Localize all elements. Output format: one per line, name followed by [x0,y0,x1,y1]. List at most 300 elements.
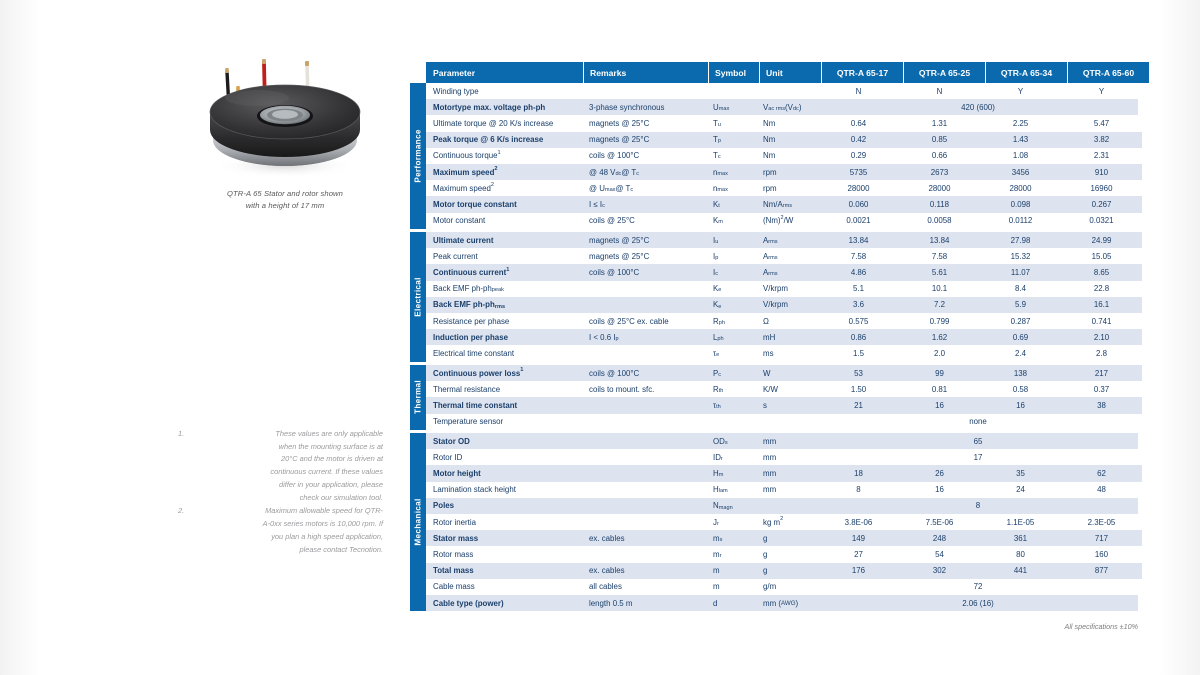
cell-value-model-2: 0.85 [899,132,980,148]
section-tab-strip [410,232,426,248]
cell-value-model-1: 28000 [818,180,899,196]
cell-value-model-3: 138 [980,365,1061,381]
cell-value-model-2: 1.31 [899,115,980,131]
cell-value-model-2: 2.0 [899,345,980,361]
section-tab-strip [410,579,426,595]
cell-remarks: magnets @ 25°C [583,248,707,264]
table-row [410,213,1138,229]
cell-value-model-1: N [818,83,899,99]
cell-remarks [583,433,707,449]
cell-value-model-4: 3.82 [1061,132,1142,148]
cell-remarks [583,345,707,361]
table-row [410,514,1138,530]
cell-symbol: m [707,563,757,579]
cell-remarks: 3-phase synchronous [583,99,707,115]
table-section-mechanical [410,433,1138,611]
section-tab-strip [410,213,426,229]
table-row [410,281,1138,297]
cell-parameter: Continuous current $^1$ [426,264,583,280]
cell-value-model-4: 62 [1061,465,1142,481]
cell-value-model-2: 1.62 [899,329,980,345]
cell-symbol [707,83,757,99]
cell-value-model-1: 21 [818,397,899,413]
cell-value-model-1: 7.58 [818,248,899,264]
table-row [410,365,1138,381]
cell-value-model-2: 16 [899,482,980,498]
cell-parameter: Motor torque constant [426,196,583,212]
column-header-unit: Unit [760,62,822,83]
cell-unit: mH [757,329,818,345]
cell-remarks [583,297,707,313]
cell-unit: A $_{rms}$ [757,232,818,248]
cell-symbol: K $_e$ [707,281,757,297]
section-label-thermal: Thermal [413,380,423,415]
section-label-electrical: Electrical [413,277,423,317]
cell-unit: A $_{rms}$ [757,248,818,264]
cell-value-model-3: 1.1E-05 [980,514,1061,530]
cell-value-model-3: Y [980,83,1061,99]
table-header-row [410,62,1138,83]
cell-parameter: Stator OD [426,433,583,449]
footnote-line: A-0xx series motors is 10,000 rpm. If [262,519,383,529]
section-label-mechanical: Mechanical [413,498,423,546]
cell-value-model-3: 35 [980,465,1061,481]
table-row [410,498,1138,514]
cell-unit: (Nm) $^2$ /W [757,213,818,229]
cell-value-model-3: 0.098 [980,196,1061,212]
section-tab-strip [410,99,426,115]
cell-value-spanning: 65 [818,433,1138,449]
cell-remarks [583,281,707,297]
cell-parameter: Maximum speed $^2$ [426,164,583,180]
cell-remarks: magnets @ 25°C [583,232,707,248]
cell-value-model-4: 48 [1061,482,1142,498]
cell-value-model-4: 2.3E-05 [1061,514,1142,530]
cell-value-spanning: 17 [818,449,1138,465]
table-row [410,345,1138,361]
cell-unit: mm [757,449,818,465]
table-row [410,381,1138,397]
column-header-model-1: QTR-A 65-17 [822,62,904,83]
table-row [410,83,1138,99]
cell-remarks: ex. cables [583,530,707,546]
cell-symbol: m [707,579,757,595]
footnote-number: 1. [178,429,185,438]
cell-symbol: R $_{th}$ [707,381,757,397]
cell-symbol: J $_r$ [707,514,757,530]
cell-symbol: n $_{max}$ [707,164,757,180]
cell-value-model-3: 1.08 [980,148,1061,164]
cell-value-model-2: 54 [899,546,980,562]
cell-remarks: I ≤ I $_c$ [583,196,707,212]
cell-value-model-2: 13.84 [899,232,980,248]
cell-remarks: magnets @ 25°C [583,115,707,131]
cell-value-model-3: 28000 [980,180,1061,196]
section-tab-strip [410,365,426,381]
photo-caption-line2: with a height of 17 mm [245,200,325,210]
column-header-remarks: Remarks [584,62,709,83]
section-tab-strip [410,329,426,345]
cell-symbol: I $_u$ [707,232,757,248]
cell-symbol [707,414,757,430]
cell-value-model-3: 16 [980,397,1061,413]
cell-unit: V/krpm [757,297,818,313]
cell-unit: V $_{ac rms}$ (V $_{dc}$ ) [757,99,818,115]
footnote-item [178,505,383,556]
cell-unit: mm [757,433,818,449]
cell-symbol: R $_{ph}$ [707,313,757,329]
cell-value-model-1: 176 [818,563,899,579]
footnote-text [189,505,383,556]
table-row [410,297,1138,313]
table-row [410,546,1138,562]
cell-symbol: T $_c$ [707,148,757,164]
cell-value-model-4: 217 [1061,365,1142,381]
cell-unit: Ω [757,313,818,329]
cell-parameter: Back EMF ph-ph $_{rms}$ [426,297,583,313]
cell-symbol: N $_{magn}$ [707,498,757,514]
section-tab-strip [410,595,426,611]
cell-symbol: U $_{max}$ [707,99,757,115]
column-header-symbol: Symbol [709,62,760,83]
cell-unit: g [757,530,818,546]
cell-value-model-2: 99 [899,365,980,381]
cell-value-model-2: 7.58 [899,248,980,264]
cell-unit: rpm [757,164,818,180]
cell-remarks [583,414,707,430]
cell-value-model-3: 27.98 [980,232,1061,248]
cell-value-model-4: 0.0321 [1061,213,1142,229]
cell-unit: mm [757,465,818,481]
cell-value-model-2: 2673 [899,164,980,180]
footnote-line: when the mounting surface is at [278,441,383,451]
cell-value-model-3: 15.32 [980,248,1061,264]
cell-symbol: OD $_s$ [707,433,757,449]
section-tab-strip [410,449,426,465]
cell-value-model-2: 26 [899,465,980,481]
cell-unit: A $_{rms}$ [757,264,818,280]
cell-value-model-1: 0.64 [818,115,899,131]
cell-symbol: L $_{ph}$ [707,329,757,345]
footnote-line: Maximum allowable speed for QTR- [265,506,383,516]
footnote-line: 20°C and the motor is driven at [281,454,383,464]
cell-symbol: ID $_r$ [707,449,757,465]
cell-parameter: Resistance per phase [426,313,583,329]
footnote-line: continuous current. If these values [270,467,383,477]
cell-remarks: coils @ 25°C [583,213,707,229]
cell-value-model-3: 0.287 [980,313,1061,329]
cell-value-spanning: 420 (600) [818,99,1138,115]
cell-value-model-2: 7.5E-06 [899,514,980,530]
cell-symbol: m $_r$ [707,546,757,562]
cell-remarks: all cables [583,579,707,595]
cell-symbol: I $_c$ [707,264,757,280]
table-section-performance [410,83,1138,229]
cell-value-model-2: 28000 [899,180,980,196]
cell-remarks [583,449,707,465]
cell-remarks: I < 0.6 I $_p$ [583,329,707,345]
cell-value-model-4: 16.1 [1061,297,1142,313]
cell-remarks [583,465,707,481]
cell-unit [757,414,818,430]
cell-unit: K/W [757,381,818,397]
specifications-table [410,62,1138,611]
left-column [170,50,400,554]
cell-parameter: Lamination stack height [426,482,583,498]
cell-parameter: Total mass [426,563,583,579]
cell-value-model-1: 0.29 [818,148,899,164]
cell-value-model-4: 910 [1061,164,1142,180]
footnote-line: differ in your application, please [279,479,383,489]
cell-value-model-4: 0.741 [1061,313,1142,329]
photo-caption [170,188,400,212]
cell-value-spanning: 2.06 (16) [818,595,1138,611]
cell-value-model-4: 22.8 [1061,281,1142,297]
table-row [410,196,1138,212]
footnote-line: These values are only applicable [275,429,383,438]
section-tab-strip [410,83,426,99]
cell-value-model-2: 0.118 [899,196,980,212]
table-row [410,329,1138,345]
cell-parameter: Thermal time constant [426,397,583,413]
cell-remarks: magnets @ 25°C [583,132,707,148]
cell-value-model-3: 5.9 [980,297,1061,313]
footnote-line: check our simulation tool. [299,492,383,502]
motor-product-photo [185,50,385,180]
footnote-text [189,428,383,504]
cell-value-model-4: 717 [1061,530,1142,546]
table-row [410,449,1138,465]
cell-parameter: Temperature sensor [426,414,583,430]
table-row [410,248,1138,264]
header-tab-spacer [410,62,426,83]
section-tab-strip [410,248,426,264]
cell-value-model-2: 0.799 [899,313,980,329]
cell-remarks: ex. cables [583,563,707,579]
cell-value-model-1: 1.50 [818,381,899,397]
cell-unit: s [757,397,818,413]
cell-symbol: H $_{lam}$ [707,482,757,498]
cell-unit [757,498,818,514]
cell-value-model-1: 27 [818,546,899,562]
cell-unit: rpm [757,180,818,196]
photo-caption-line1: QTR-A 65 Stator and rotor shown [227,189,343,198]
cell-parameter: Poles [426,498,583,514]
cell-unit: W [757,365,818,381]
cell-unit: mm ( AWG ) [757,595,818,611]
cell-parameter: Back EMF ph-ph $_{peak}$ [426,281,583,297]
section-tab-strip [410,345,426,361]
section-tab-strip [410,465,426,481]
cell-value-model-3: 80 [980,546,1061,562]
specification-tolerance-note: All specifications ±10% [1064,622,1138,631]
column-header-model-3: QTR-A 65-34 [986,62,1068,83]
cell-value-spanning: 72 [818,579,1138,595]
cell-value-model-3: 11.07 [980,264,1061,280]
table-row [410,433,1138,449]
cell-value-model-1: 149 [818,530,899,546]
cell-value-model-2: 10.1 [899,281,980,297]
section-tab-strip [410,563,426,579]
cell-symbol: d [707,595,757,611]
cell-value-model-4: 38 [1061,397,1142,413]
cell-parameter: Rotor mass [426,546,583,562]
cell-remarks [583,83,707,99]
cell-parameter: Induction per phase [426,329,583,345]
table-section-thermal [410,365,1138,430]
cell-parameter: Electrical time constant [426,345,583,361]
footnote-line: please contact Tecnotion. [299,544,383,554]
column-header-parameter: Parameter [426,62,584,83]
cell-remarks [583,397,707,413]
section-tab-strip [410,196,426,212]
table-row [410,530,1138,546]
cell-value-model-1: 0.86 [818,329,899,345]
cell-value-model-1: 3.8E-06 [818,514,899,530]
cell-parameter: Continuous torque $^1$ [426,148,583,164]
cell-unit: Nm [757,115,818,131]
cell-value-model-3: 441 [980,563,1061,579]
cell-remarks: @ U $_{max}$ @ T $_c$ [583,180,707,196]
cell-value-model-2: 302 [899,563,980,579]
cell-value-model-2: 7.2 [899,297,980,313]
cell-value-model-4: 8.65 [1061,264,1142,280]
section-tab-strip [410,482,426,498]
cell-value-model-3: 2.4 [980,345,1061,361]
cell-value-model-4: 15.05 [1061,248,1142,264]
cell-remarks [583,546,707,562]
cell-value-model-1: 4.86 [818,264,899,280]
cell-unit: g [757,546,818,562]
cell-value-model-4: 0.37 [1061,381,1142,397]
table-row [410,482,1138,498]
cell-parameter: Motortype max. voltage ph-ph [426,99,583,115]
footnotes-list [178,428,383,557]
cell-parameter: Peak torque @ 6 K/s increase [426,132,583,148]
cell-value-model-4: 160 [1061,546,1142,562]
cell-unit: mm [757,482,818,498]
cell-value-model-4: 24.99 [1061,232,1142,248]
cell-value-model-4: 877 [1061,563,1142,579]
cell-remarks: coils to mount. sfc. [583,381,707,397]
table-section-electrical [410,232,1138,362]
cell-value-model-1: 5735 [818,164,899,180]
cell-parameter: Stator mass [426,530,583,546]
cell-value-model-4: 2.10 [1061,329,1142,345]
cell-parameter: Maximum speed $^2$ [426,180,583,196]
cell-value-model-1: 3.6 [818,297,899,313]
cell-parameter: Thermal resistance [426,381,583,397]
cell-symbol: T $_p$ [707,132,757,148]
cell-value-model-2: 0.81 [899,381,980,397]
table-row [410,99,1138,115]
cell-symbol: P $_c$ [707,365,757,381]
table-row [410,313,1138,329]
table-row [410,180,1138,196]
cell-value-model-4: 2.31 [1061,148,1142,164]
cell-value-model-1: 53 [818,365,899,381]
table-row [410,115,1138,131]
cell-value-model-4: 0.267 [1061,196,1142,212]
table-row [410,397,1138,413]
cell-value-model-1: 0.42 [818,132,899,148]
cell-unit: kg m $^2$ [757,514,818,530]
cell-value-model-3: 2.25 [980,115,1061,131]
cell-unit: g/m [757,579,818,595]
cell-remarks: coils @ 100°C [583,365,707,381]
column-header-model-4: QTR-A 65-60 [1068,62,1149,83]
cell-parameter: Winding type [426,83,583,99]
cell-parameter: Rotor inertia [426,514,583,530]
cell-value-model-2: 5.61 [899,264,980,280]
footnote-number: 2. [178,506,185,516]
cell-value-model-1: 5.1 [818,281,899,297]
table-row [410,465,1138,481]
column-header-model-2: QTR-A 65-25 [904,62,986,83]
cell-value-model-2: N [899,83,980,99]
cell-value-model-3: 0.0112 [980,213,1061,229]
cell-value-model-1: 13.84 [818,232,899,248]
cell-value-model-2: 16 [899,397,980,413]
cell-unit: V/krpm [757,281,818,297]
cell-value-model-4: 5.47 [1061,115,1142,131]
motor-illustration [185,50,385,180]
cell-remarks: length 0.5 m [583,595,707,611]
cell-symbol: τ $_e$ [707,345,757,361]
cell-value-spanning: none [818,414,1138,430]
cell-value-model-1: 8 [818,482,899,498]
cell-symbol: K $_m$ [707,213,757,229]
table-row [410,579,1138,595]
cell-remarks: coils @ 100°C [583,148,707,164]
cell-remarks [583,514,707,530]
cell-value-model-3: 1.43 [980,132,1061,148]
section-tab-strip [410,414,426,430]
cell-value-model-1: 0.575 [818,313,899,329]
cell-value-model-1: 0.060 [818,196,899,212]
table-row [410,148,1138,164]
section-label-performance: Performance [413,129,423,183]
cell-unit [757,83,818,99]
cell-value-model-3: 0.69 [980,329,1061,345]
cell-symbol: H $_m$ [707,465,757,481]
cell-remarks: coils @ 25°C ex. cable [583,313,707,329]
cell-parameter: Motor constant [426,213,583,229]
cell-symbol: K $_e$ [707,297,757,313]
cell-parameter: Ultimate current [426,232,583,248]
cell-value-model-4: 2.8 [1061,345,1142,361]
cell-remarks: @ 48 V $_{dc}$ @ T $_c$ [583,164,707,180]
cell-unit: ms [757,345,818,361]
cell-value-model-3: 8.4 [980,281,1061,297]
cell-parameter: Motor height [426,465,583,481]
section-tab-strip [410,546,426,562]
cell-symbol: n $_{max}$ [707,180,757,196]
cell-symbol: I $_p$ [707,248,757,264]
table-row [410,264,1138,280]
cell-remarks: coils @ 100°C [583,264,707,280]
cell-remarks [583,498,707,514]
cell-remarks [583,482,707,498]
cell-parameter: Continuous power loss $^1$ [426,365,583,381]
cell-symbol: m $_s$ [707,530,757,546]
cell-value-model-4: Y [1061,83,1142,99]
cell-unit: Nm/A $_{rms}$ [757,196,818,212]
cell-value-model-1: 0.0021 [818,213,899,229]
cell-value-model-4: 16960 [1061,180,1142,196]
cell-parameter: Ultimate torque @ 20 K/s increase [426,115,583,131]
cell-value-model-1: 1.5 [818,345,899,361]
